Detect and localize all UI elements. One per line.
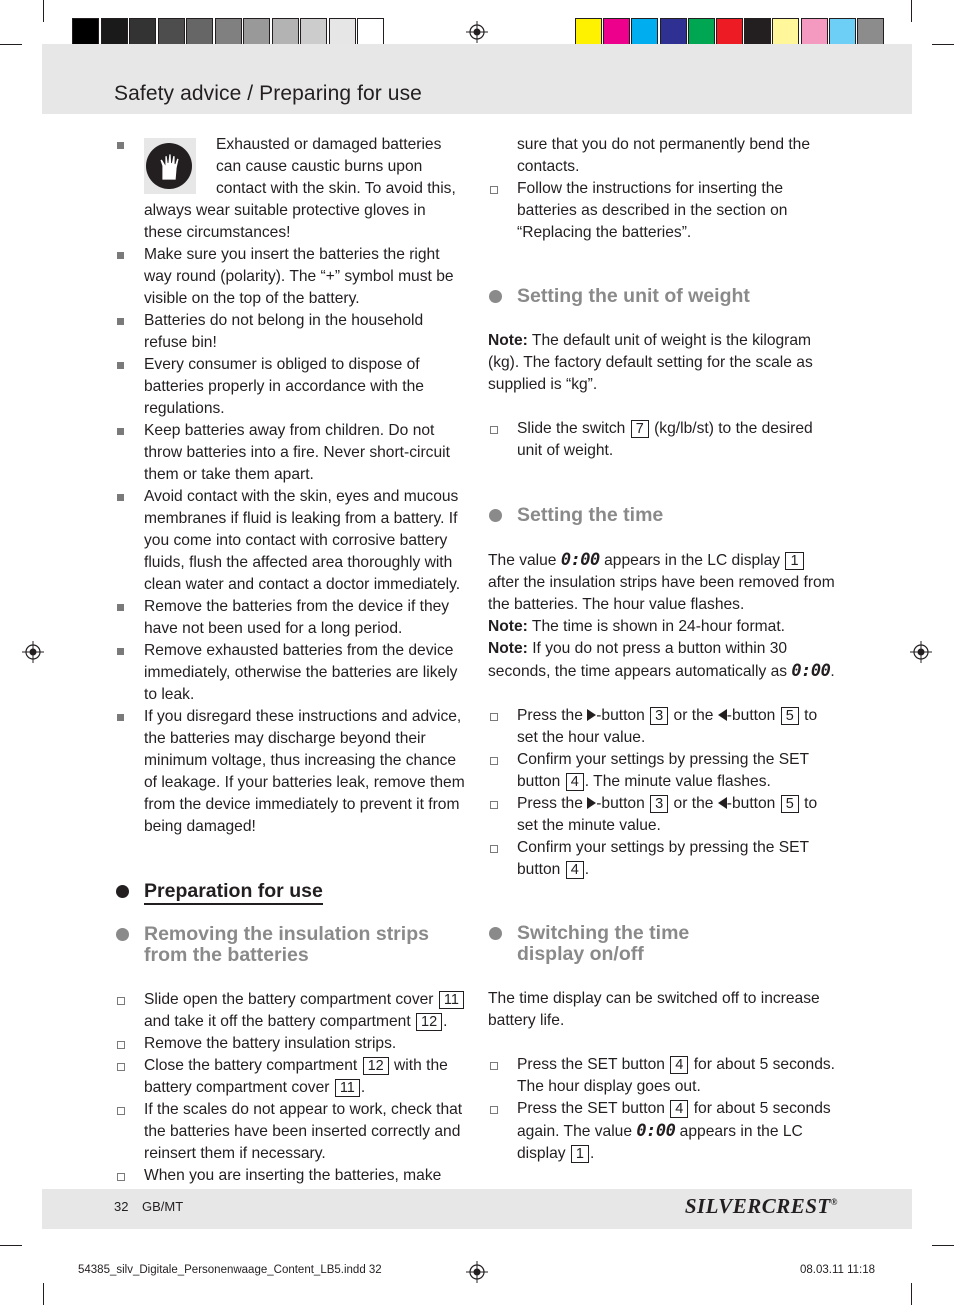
list-item: When you are inserting the batteries, make <box>144 1167 442 1184</box>
grey-swatch <box>158 18 185 46</box>
grey-swatch <box>329 18 356 46</box>
list-item: Every consumer is obliged to dispose of batteries properly in accordance with the regulations. <box>144 356 424 417</box>
page-number: 32 <box>114 1199 129 1214</box>
part-number-badge: 1 <box>571 1145 589 1163</box>
battery-warning-list <box>115 134 467 838</box>
part-number-badge: 4 <box>670 1100 688 1118</box>
list-item: Confirm your settings by pressing the SET button 4 . <box>517 839 809 878</box>
removing-insulation-heading: Removing the insulation strips from the batteries <box>115 924 467 966</box>
crop-mark <box>911 1283 912 1305</box>
color-swatch <box>857 18 884 46</box>
setting-time-heading: Setting the time <box>488 505 840 526</box>
left-column <box>115 134 467 1187</box>
registration-mark-icon <box>466 1261 488 1283</box>
part-number-badge: 5 <box>781 795 799 813</box>
color-swatch <box>744 18 771 46</box>
right-column <box>488 134 840 1165</box>
list-item: Remove the battery insulation strips. <box>144 1035 397 1052</box>
bullet-dot <box>116 928 129 941</box>
grey-swatch <box>300 18 327 46</box>
grey-swatch <box>72 18 99 46</box>
right-arrow-icon <box>587 797 596 809</box>
silvercrest-logo: SILVERCREST® <box>684 1194 838 1218</box>
list-item: If the scales do not appear to work, check that the batteries have been inserted correctly and reinsert them if necessary. <box>144 1101 463 1162</box>
grey-swatch <box>129 18 156 46</box>
protective-gloves-icon <box>144 138 196 194</box>
crop-mark <box>43 1283 44 1305</box>
list-item: Batteries do not belong in the household refuse bin! <box>144 312 424 351</box>
left-arrow-icon <box>718 797 727 809</box>
time-paragraph: The value 0:00 appears in the LC display 1 after the insulation strips have been removed from the batteries. The hour value flashes. <box>488 550 835 613</box>
time-note: Note: If you do not press a button within 30 seconds, the time appears automatically as 0:00. <box>488 640 835 681</box>
bullet-dot <box>116 885 129 898</box>
part-number-badge: 3 <box>650 707 668 725</box>
list-item: Press the -button 3 or the -button 5 to set the hour value. <box>517 707 818 746</box>
grey-swatch <box>101 18 128 46</box>
right-arrow-icon <box>587 709 596 721</box>
file-slug: 54385_silv_Digitale_Personenwaage_Content_LB5.indd 32 <box>78 1264 382 1276</box>
part-number-badge: 3 <box>650 795 668 813</box>
color-swatch <box>575 18 602 46</box>
part-number-badge: 4 <box>566 773 584 791</box>
color-swatch <box>829 18 856 46</box>
list-item-continued: sure that you do not permanently bend the contacts. <box>517 136 811 175</box>
crop-mark <box>932 44 954 45</box>
lcd-value: 0:00 <box>560 550 600 570</box>
grey-swatch <box>357 18 384 46</box>
list-item: If you disregard these instructions and advice, the batteries may discharge beyond their minimum voltage, thus increasing the chance of leakage. If your batteries leak, remove them from the device immediately to prevent it from being damaged! <box>144 708 465 835</box>
date-slug: 08.03.11 11:18 <box>800 1264 876 1276</box>
language-code: GB/MT <box>142 1199 184 1214</box>
switching-time-display-heading: Switching the time display on/off <box>488 923 727 965</box>
part-number-badge: 12 <box>363 1057 389 1075</box>
list-item: Remove exhausted batteries from the device immediately, otherwise the batteries are likely to leak. <box>144 642 458 703</box>
list-item: Exhausted or damaged batteries can cause caustic burns upon contact with the skin. To avoid this, always wear suitable protective gloves in these circumstances! <box>144 136 456 241</box>
crop-mark <box>0 44 22 45</box>
list-item: Slide the switch 7 (kg/lb/st) to the desired unit of weight. <box>517 420 813 459</box>
color-swatch <box>688 18 715 46</box>
list-item: Confirm your settings by pressing the SET button 4 . The minute value flashes. <box>517 751 809 790</box>
switch-paragraph: The time display can be switched off to increase battery life. <box>488 990 820 1029</box>
grey-swatch <box>243 18 270 46</box>
part-number-badge: 1 <box>785 552 803 570</box>
list-item: Keep batteries away from children. Do not throw batteries into a fire. Never short-circuit them or take them apart. <box>144 422 450 483</box>
registration-mark-icon <box>22 641 44 663</box>
grey-swatch <box>272 18 299 46</box>
list-item: Follow the instructions for inserting the batteries as described in the section on “Replacing the batteries”. <box>517 180 788 241</box>
part-number-badge: 4 <box>566 861 584 879</box>
lcd-value: 0:00 <box>636 1121 676 1141</box>
part-number-badge: 12 <box>416 1013 442 1031</box>
unit-of-weight-heading: Setting the unit of weight <box>488 286 840 307</box>
unit-note: Note: The default unit of weight is the kilogram (kg). The factory default setting for the scale as supplied is “kg”. <box>488 332 813 393</box>
color-swatch <box>716 18 743 46</box>
time-note: Note: The time is shown in 24-hour format. <box>488 618 785 635</box>
color-swatch <box>660 18 687 46</box>
crop-mark <box>911 0 912 22</box>
color-swatch <box>801 18 828 46</box>
color-swatch <box>603 18 630 46</box>
registration-mark-icon <box>466 21 488 43</box>
crop-mark <box>0 1245 22 1246</box>
part-number-badge: 5 <box>781 707 799 725</box>
part-number-badge: 11 <box>335 1079 360 1097</box>
preparation-heading: Preparation for use <box>115 881 467 902</box>
part-number-badge: 11 <box>439 991 464 1009</box>
crop-mark <box>932 1245 954 1246</box>
grey-swatch <box>186 18 213 46</box>
bullet-dot <box>489 509 502 522</box>
color-swatch <box>631 18 658 46</box>
list-item: Avoid contact with the skin, eyes and mucous membranes if fluid is leaking from a battery. If you come into contact with corrosive battery fluids, flush the affected area thoroughly with clean water and contact a doctor immediately. <box>144 488 461 593</box>
part-number-badge: 4 <box>670 1056 688 1074</box>
list-item: Slide open the battery compartment cover 11 and take it off the battery compartment 12 . <box>115 989 467 1033</box>
grey-swatch <box>215 18 242 46</box>
list-item: Remove the batteries from the device if they have not been used for a long period. <box>144 598 450 637</box>
bullet-dot <box>489 927 502 940</box>
lcd-value: 0:00 <box>791 661 831 681</box>
registration-mark-icon <box>910 641 932 663</box>
list-item: Close the battery compartment 12 with the battery compartment cover 11 . <box>144 1057 448 1096</box>
crop-mark <box>43 0 44 22</box>
bullet-dot <box>489 290 502 303</box>
list-item: Press the SET button 4 for about 5 seconds. The hour display goes out. <box>517 1056 836 1095</box>
left-arrow-icon <box>718 709 727 721</box>
color-swatch <box>772 18 799 46</box>
list-item: Press the -button 3 or the -button 5 to set the minute value. <box>517 795 818 834</box>
list-item: Make sure you insert the batteries the right way round (polarity). The “+” symbol must be visible on the top of the battery. <box>144 246 454 307</box>
part-number-badge: 7 <box>631 420 649 438</box>
list-item: Press the SET button 4 for about 5 seconds again. The value 0:00 appears in the LC display 1 . <box>517 1100 831 1162</box>
page-title: Safety advice / Preparing for use <box>114 82 422 105</box>
